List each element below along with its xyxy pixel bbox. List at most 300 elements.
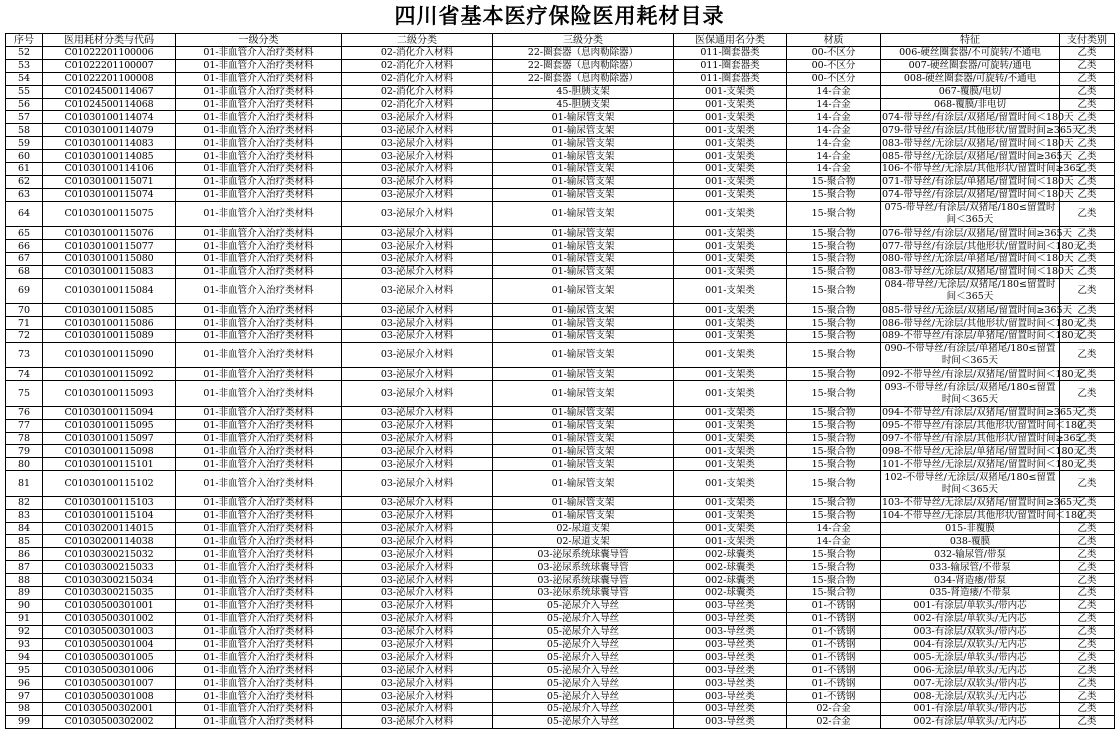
cell-seq: 70 bbox=[6, 304, 43, 317]
cell-level2: 03-泌尿介入材料 bbox=[342, 651, 493, 664]
cell-material: 01-不锈钢 bbox=[787, 612, 881, 625]
cell-level1: 01-非血管介入治疗类材料 bbox=[176, 715, 342, 728]
header-level2: 二级分类 bbox=[342, 34, 493, 47]
cell-payment: 乙类 bbox=[1060, 522, 1115, 535]
cell-seq: 82 bbox=[6, 496, 43, 509]
cell-code: C01030500301005 bbox=[43, 651, 176, 664]
cell-seq: 58 bbox=[6, 124, 43, 137]
table-body bbox=[6, 47, 1115, 729]
cell-level3: 01-输尿管支架 bbox=[493, 201, 674, 227]
cell-seq: 54 bbox=[6, 72, 43, 85]
cell-generic-name: 003-导丝类 bbox=[674, 612, 787, 625]
cell-material: 15-聚合物 bbox=[787, 496, 881, 509]
cell-seq: 88 bbox=[6, 574, 43, 587]
cell-seq: 71 bbox=[6, 317, 43, 330]
cell-level3: 05-泌尿介入导丝 bbox=[493, 599, 674, 612]
page-title: 四川省基本医疗保险医用耗材目录 bbox=[394, 3, 725, 28]
cell-generic-name: 003-导丝类 bbox=[674, 651, 787, 664]
cell-level3: 05-泌尿介入导丝 bbox=[493, 677, 674, 690]
cell-code: C01030100115097 bbox=[43, 432, 176, 445]
cell-code: C01030100114085 bbox=[43, 150, 176, 163]
cell-level3: 22-圈套器（息肉勒除器） bbox=[493, 47, 674, 60]
cell-payment: 乙类 bbox=[1060, 638, 1115, 651]
cell-level1: 01-非血管介入治疗类材料 bbox=[176, 98, 342, 111]
table-row bbox=[6, 278, 1115, 304]
cell-generic-name: 001-支架类 bbox=[674, 535, 787, 548]
cell-code: C01030500301003 bbox=[43, 625, 176, 638]
table-header-row bbox=[6, 34, 1115, 47]
cell-feature: 102-不带导丝/无涂层/双猪尾/180≤留置时间＜365天 bbox=[881, 471, 1060, 497]
cell-level3: 05-泌尿介入导丝 bbox=[493, 638, 674, 651]
table-row bbox=[6, 458, 1115, 471]
cell-level3: 01-输尿管支架 bbox=[493, 227, 674, 240]
cell-seq: 84 bbox=[6, 522, 43, 535]
cell-payment: 乙类 bbox=[1060, 690, 1115, 703]
cell-material: 15-聚合物 bbox=[787, 304, 881, 317]
cell-material: 14-合金 bbox=[787, 124, 881, 137]
cell-level3: 01-输尿管支架 bbox=[493, 163, 674, 176]
cell-level3: 01-输尿管支架 bbox=[493, 509, 674, 522]
cell-generic-name: 001-支架类 bbox=[674, 304, 787, 317]
cell-seq: 98 bbox=[6, 703, 43, 716]
cell-generic-name: 001-支架类 bbox=[674, 150, 787, 163]
cell-level3: 01-输尿管支架 bbox=[493, 150, 674, 163]
table-row bbox=[6, 201, 1115, 227]
cell-material: 00-不区分 bbox=[787, 59, 881, 72]
cell-generic-name: 011-圈套器类 bbox=[674, 59, 787, 72]
table-row bbox=[6, 98, 1115, 111]
cell-level2: 03-泌尿介入材料 bbox=[342, 664, 493, 677]
cell-level2: 03-泌尿介入材料 bbox=[342, 252, 493, 265]
cell-feature: 008-硬丝圈套器/可旋转/不通电 bbox=[881, 72, 1060, 85]
cell-code: C01030100114079 bbox=[43, 124, 176, 137]
cell-level3: 05-泌尿介入导丝 bbox=[493, 664, 674, 677]
cell-material: 01-不锈钢 bbox=[787, 677, 881, 690]
cell-level1: 01-非血管介入治疗类材料 bbox=[176, 561, 342, 574]
cell-seq: 87 bbox=[6, 561, 43, 574]
cell-payment: 乙类 bbox=[1060, 496, 1115, 509]
cell-material: 14-合金 bbox=[787, 137, 881, 150]
cell-code: C01030100115094 bbox=[43, 406, 176, 419]
cell-level1: 01-非血管介入治疗类材料 bbox=[176, 406, 342, 419]
header-generic-name: 医保通用名分类 bbox=[674, 34, 787, 47]
cell-level3: 03-泌尿系统球囊导管 bbox=[493, 574, 674, 587]
cell-level3: 22-圈套器（息肉勒除器） bbox=[493, 59, 674, 72]
table-row bbox=[6, 690, 1115, 703]
cell-seq: 59 bbox=[6, 137, 43, 150]
cell-material: 01-不锈钢 bbox=[787, 651, 881, 664]
cell-generic-name: 001-支架类 bbox=[674, 471, 787, 497]
cell-level2: 03-泌尿介入材料 bbox=[342, 240, 493, 253]
cell-payment: 乙类 bbox=[1060, 432, 1115, 445]
cell-payment: 乙类 bbox=[1060, 509, 1115, 522]
cell-level2: 02-消化介入材料 bbox=[342, 98, 493, 111]
header-level1: 一级分类 bbox=[176, 34, 342, 47]
cell-seq: 77 bbox=[6, 419, 43, 432]
cell-payment: 乙类 bbox=[1060, 561, 1115, 574]
cell-level3: 01-输尿管支架 bbox=[493, 111, 674, 124]
cell-level3: 03-泌尿系统球囊导管 bbox=[493, 548, 674, 561]
cell-level1: 01-非血管介入治疗类材料 bbox=[176, 677, 342, 690]
cell-material: 15-聚合物 bbox=[787, 265, 881, 278]
cell-code: C01030100115102 bbox=[43, 471, 176, 497]
cell-generic-name: 001-支架类 bbox=[674, 406, 787, 419]
cell-level2: 03-泌尿介入材料 bbox=[342, 175, 493, 188]
cell-seq: 85 bbox=[6, 535, 43, 548]
cell-level3: 01-输尿管支架 bbox=[493, 432, 674, 445]
cell-level2: 03-泌尿介入材料 bbox=[342, 561, 493, 574]
cell-level2: 03-泌尿介入材料 bbox=[342, 535, 493, 548]
cell-seq: 67 bbox=[6, 252, 43, 265]
table-row bbox=[6, 432, 1115, 445]
cell-level2: 03-泌尿介入材料 bbox=[342, 677, 493, 690]
cell-generic-name: 002-球囊类 bbox=[674, 587, 787, 600]
cell-level1: 01-非血管介入治疗类材料 bbox=[176, 664, 342, 677]
cell-code: C01030300215034 bbox=[43, 574, 176, 587]
cell-feature: 035-肾造瘘/不带泵 bbox=[881, 587, 1060, 600]
cell-generic-name: 003-导丝类 bbox=[674, 690, 787, 703]
cell-payment: 乙类 bbox=[1060, 445, 1115, 458]
cell-generic-name: 001-支架类 bbox=[674, 227, 787, 240]
cell-feature: 103-不带导丝/无涂层/双猪尾/留置时间≥365天 bbox=[882, 497, 1082, 509]
cell-seq: 60 bbox=[6, 150, 43, 163]
cell-level1: 01-非血管介入治疗类材料 bbox=[176, 240, 342, 253]
cell-code: C01030300215032 bbox=[43, 548, 176, 561]
cell-code: C01030100115080 bbox=[43, 252, 176, 265]
cell-level2: 03-泌尿介入材料 bbox=[342, 419, 493, 432]
cell-payment: 乙类 bbox=[1060, 664, 1115, 677]
cell-material: 15-聚合物 bbox=[787, 419, 881, 432]
cell-code: C01030200114038 bbox=[43, 535, 176, 548]
cell-seq: 72 bbox=[6, 330, 43, 343]
cell-level2: 03-泌尿介入材料 bbox=[342, 471, 493, 497]
cell-feature: 071-带导丝/有涂层/单猪尾/留置时间＜180天 bbox=[882, 176, 1074, 188]
cell-level3: 03-泌尿系统球囊导管 bbox=[493, 587, 674, 600]
cell-level3: 03-泌尿系统球囊导管 bbox=[493, 561, 674, 574]
cell-level3: 05-泌尿介入导丝 bbox=[493, 625, 674, 638]
cell-material: 14-合金 bbox=[787, 150, 881, 163]
cell-payment: 乙类 bbox=[1060, 677, 1115, 690]
table-row bbox=[6, 175, 1115, 188]
cell-level3: 45-胆胰支架 bbox=[493, 85, 674, 98]
cell-level1: 01-非血管介入治疗类材料 bbox=[176, 188, 342, 201]
table-row bbox=[6, 419, 1115, 432]
cell-feature: 095-不带导丝/有涂层/其他形状/留置时间＜180 bbox=[882, 420, 1084, 432]
table-row bbox=[6, 548, 1115, 561]
cell-level2: 03-泌尿介入材料 bbox=[342, 599, 493, 612]
cell-level1: 01-非血管介入治疗类材料 bbox=[176, 278, 342, 304]
cell-generic-name: 011-圈套器类 bbox=[674, 47, 787, 60]
cell-level2: 03-泌尿介入材料 bbox=[342, 111, 493, 124]
cell-seq: 79 bbox=[6, 445, 43, 458]
cell-level1: 01-非血管介入治疗类材料 bbox=[176, 163, 342, 176]
cell-material: 02-合金 bbox=[787, 703, 881, 716]
cell-level1: 01-非血管介入治疗类材料 bbox=[176, 599, 342, 612]
cell-generic-name: 003-导丝类 bbox=[674, 625, 787, 638]
cell-level1: 01-非血管介入治疗类材料 bbox=[176, 638, 342, 651]
cell-material: 15-聚合物 bbox=[787, 445, 881, 458]
cell-generic-name: 001-支架类 bbox=[674, 98, 787, 111]
cell-seq: 57 bbox=[6, 111, 43, 124]
cell-level1: 01-非血管介入治疗类材料 bbox=[176, 175, 342, 188]
table-row bbox=[6, 252, 1115, 265]
cell-generic-name: 001-支架类 bbox=[674, 278, 787, 304]
cell-feature: 005-无涂层/单软头/带内芯 bbox=[881, 651, 1060, 664]
cell-feature: 007-硬丝圈套器/可旋转/通电 bbox=[881, 59, 1060, 72]
cell-level1: 01-非血管介入治疗类材料 bbox=[176, 265, 342, 278]
cell-seq: 83 bbox=[6, 509, 43, 522]
table-row bbox=[6, 265, 1115, 278]
cell-level3: 01-输尿管支架 bbox=[493, 496, 674, 509]
cell-level1: 01-非血管介入治疗类材料 bbox=[176, 703, 342, 716]
cell-level1: 01-非血管介入治疗类材料 bbox=[176, 471, 342, 497]
cell-feature: 094-不带导丝/有涂层/双猪尾/留置时间≥365天 bbox=[882, 407, 1082, 419]
cell-generic-name: 001-支架类 bbox=[674, 522, 787, 535]
cell-level3: 05-泌尿介入导丝 bbox=[493, 715, 674, 728]
cell-seq: 73 bbox=[6, 342, 43, 368]
cell-generic-name: 001-支架类 bbox=[674, 175, 787, 188]
cell-feature: 092-不带导丝/有涂层/双猪尾/留置时间＜180天 bbox=[882, 368, 1084, 380]
cell-material: 02-合金 bbox=[787, 715, 881, 728]
cell-code: C01030100115092 bbox=[43, 368, 176, 381]
cell-level1: 01-非血管介入治疗类材料 bbox=[176, 509, 342, 522]
table-row bbox=[6, 522, 1115, 535]
cell-material: 15-聚合物 bbox=[787, 342, 881, 368]
cell-level1: 01-非血管介入治疗类材料 bbox=[176, 227, 342, 240]
cell-feature: 001-有涂层/单软头/带内芯 bbox=[881, 599, 1060, 612]
table-row bbox=[6, 509, 1115, 522]
table-row bbox=[6, 574, 1115, 587]
cell-level1: 01-非血管介入治疗类材料 bbox=[176, 368, 342, 381]
cell-code: C01030500301006 bbox=[43, 664, 176, 677]
cell-payment: 乙类 bbox=[1060, 72, 1115, 85]
cell-generic-name: 001-支架类 bbox=[674, 124, 787, 137]
cell-level3: 22-圈套器（息肉勒除器） bbox=[493, 72, 674, 85]
cell-material: 01-不锈钢 bbox=[787, 690, 881, 703]
cell-code: C01030100115090 bbox=[43, 342, 176, 368]
cell-feature: 104-不带导丝/无涂层/其他形状/留置时间＜180 bbox=[882, 510, 1084, 522]
cell-code: C01030100115103 bbox=[43, 496, 176, 509]
cell-level1: 01-非血管介入治疗类材料 bbox=[176, 587, 342, 600]
cell-level3: 01-输尿管支架 bbox=[493, 471, 674, 497]
cell-generic-name: 003-导丝类 bbox=[674, 677, 787, 690]
table-row bbox=[6, 715, 1115, 728]
cell-feature: 008-无涂层/双软头/无内芯 bbox=[881, 690, 1060, 703]
cell-level3: 01-输尿管支架 bbox=[493, 252, 674, 265]
cell-payment: 乙类 bbox=[1060, 368, 1115, 381]
cell-generic-name: 001-支架类 bbox=[674, 317, 787, 330]
cell-level2: 02-消化介入材料 bbox=[342, 85, 493, 98]
cell-level3: 01-输尿管支架 bbox=[493, 265, 674, 278]
cell-level1: 01-非血管介入治疗类材料 bbox=[176, 496, 342, 509]
cell-payment: 乙类 bbox=[1060, 381, 1115, 407]
cell-level1: 01-非血管介入治疗类材料 bbox=[176, 612, 342, 625]
cell-code: C01030200114015 bbox=[43, 522, 176, 535]
cell-level1: 01-非血管介入治疗类材料 bbox=[176, 625, 342, 638]
cell-level2: 03-泌尿介入材料 bbox=[342, 330, 493, 343]
cell-level1: 01-非血管介入治疗类材料 bbox=[176, 124, 342, 137]
cell-feature: 090-不带导丝/有涂层/单猪尾/180≤留置时间＜365天 bbox=[881, 342, 1060, 368]
cell-feature: 007-无涂层/双软头/带内芯 bbox=[881, 677, 1060, 690]
cell-generic-name: 001-支架类 bbox=[674, 458, 787, 471]
cell-level3: 01-输尿管支架 bbox=[493, 188, 674, 201]
cell-material: 15-聚合物 bbox=[787, 509, 881, 522]
table-row bbox=[6, 163, 1115, 176]
cell-level2: 03-泌尿介入材料 bbox=[342, 227, 493, 240]
cell-seq: 89 bbox=[6, 587, 43, 600]
cell-feature: 083-带导丝/无涂层/双猪尾/留置时间＜180天 bbox=[882, 266, 1074, 278]
cell-feature: 003-有涂层/双软头/带内芯 bbox=[881, 625, 1060, 638]
cell-feature: 093-不带导丝/有涂层/双猪尾/180≤留置时间＜365天 bbox=[881, 381, 1060, 407]
cell-feature: 106-不带导丝/无涂层/其他形状/留置时间≥365 bbox=[882, 163, 1082, 175]
cell-payment: 乙类 bbox=[1060, 252, 1115, 265]
cell-level1: 01-非血管介入治疗类材料 bbox=[176, 201, 342, 227]
cell-level3: 01-输尿管支架 bbox=[493, 240, 674, 253]
cell-level2: 03-泌尿介入材料 bbox=[342, 703, 493, 716]
table-row bbox=[6, 664, 1115, 677]
cell-payment: 乙类 bbox=[1060, 240, 1115, 253]
table-row bbox=[6, 59, 1115, 72]
cell-code: C01030500301008 bbox=[43, 690, 176, 703]
table-row bbox=[6, 227, 1115, 240]
table-row bbox=[6, 342, 1115, 368]
cell-material: 15-聚合物 bbox=[787, 278, 881, 304]
table-row bbox=[6, 72, 1115, 85]
cell-seq: 90 bbox=[6, 599, 43, 612]
cell-payment: 乙类 bbox=[1060, 342, 1115, 368]
cell-material: 00-不区分 bbox=[787, 72, 881, 85]
cell-level1: 01-非血管介入治疗类材料 bbox=[176, 59, 342, 72]
cell-level1: 01-非血管介入治疗类材料 bbox=[176, 548, 342, 561]
cell-payment: 乙类 bbox=[1060, 625, 1115, 638]
header-code: 医用耗材分类与代码 bbox=[43, 34, 176, 47]
table-row bbox=[6, 587, 1115, 600]
cell-level2: 03-泌尿介入材料 bbox=[342, 188, 493, 201]
cell-material: 15-聚合物 bbox=[787, 317, 881, 330]
cell-level2: 03-泌尿介入材料 bbox=[342, 278, 493, 304]
cell-payment: 乙类 bbox=[1060, 227, 1115, 240]
table-row bbox=[6, 561, 1115, 574]
table-row bbox=[6, 703, 1115, 716]
cell-payment: 乙类 bbox=[1060, 548, 1115, 561]
cell-code: C01030300215035 bbox=[43, 587, 176, 600]
cell-generic-name: 003-导丝类 bbox=[674, 703, 787, 716]
cell-code: C01030500301007 bbox=[43, 677, 176, 690]
cell-payment: 乙类 bbox=[1060, 535, 1115, 548]
table-row bbox=[6, 612, 1115, 625]
cell-payment: 乙类 bbox=[1060, 612, 1115, 625]
table-row bbox=[6, 188, 1115, 201]
table-row bbox=[6, 47, 1115, 60]
cell-feature: 076-带导丝/有涂层/双猪尾/留置时间≥365天 bbox=[882, 227, 1073, 239]
cell-material: 15-聚合物 bbox=[787, 227, 881, 240]
cell-seq: 65 bbox=[6, 227, 43, 240]
cell-level3: 05-泌尿介入导丝 bbox=[493, 703, 674, 716]
cell-generic-name: 001-支架类 bbox=[674, 509, 787, 522]
cell-material: 15-聚合物 bbox=[787, 561, 881, 574]
cell-generic-name: 001-支架类 bbox=[674, 419, 787, 432]
cell-code: C01030100115083 bbox=[43, 265, 176, 278]
cell-generic-name: 001-支架类 bbox=[674, 496, 787, 509]
cell-generic-name: 003-导丝类 bbox=[674, 715, 787, 728]
cell-level3: 01-输尿管支架 bbox=[493, 342, 674, 368]
cell-generic-name: 001-支架类 bbox=[674, 137, 787, 150]
cell-code: C01024500114067 bbox=[43, 85, 176, 98]
cell-generic-name: 001-支架类 bbox=[674, 330, 787, 343]
header-level3: 三级分类 bbox=[493, 34, 674, 47]
cell-payment: 乙类 bbox=[1060, 651, 1115, 664]
cell-level1: 01-非血管介入治疗类材料 bbox=[176, 47, 342, 60]
cell-code: C01030100115071 bbox=[43, 175, 176, 188]
cell-code: C01030100115076 bbox=[43, 227, 176, 240]
cell-level1: 01-非血管介入治疗类材料 bbox=[176, 445, 342, 458]
table-row bbox=[6, 240, 1115, 253]
cell-generic-name: 011-圈套器类 bbox=[674, 72, 787, 85]
cell-level1: 01-非血管介入治疗类材料 bbox=[176, 690, 342, 703]
cell-level2: 03-泌尿介入材料 bbox=[342, 137, 493, 150]
cell-feature: 038-覆膜 bbox=[881, 535, 1060, 548]
cell-level3: 01-输尿管支架 bbox=[493, 317, 674, 330]
cell-generic-name: 001-支架类 bbox=[674, 445, 787, 458]
cell-feature: 086-带导丝/无涂层/其他形状/留置时间＜180天 bbox=[882, 317, 1084, 329]
cell-seq: 69 bbox=[6, 278, 43, 304]
cell-level3: 01-输尿管支架 bbox=[493, 330, 674, 343]
cell-payment: 乙类 bbox=[1060, 150, 1115, 163]
cell-generic-name: 003-导丝类 bbox=[674, 599, 787, 612]
cell-material: 14-合金 bbox=[787, 535, 881, 548]
cell-level2: 03-泌尿介入材料 bbox=[342, 445, 493, 458]
cell-level1: 01-非血管介入治疗类材料 bbox=[176, 381, 342, 407]
cell-generic-name: 001-支架类 bbox=[674, 188, 787, 201]
cell-level3: 01-输尿管支架 bbox=[493, 458, 674, 471]
cell-code: C01030500301004 bbox=[43, 638, 176, 651]
cell-code: C01022201100008 bbox=[43, 72, 176, 85]
cell-seq: 76 bbox=[6, 406, 43, 419]
cell-generic-name: 001-支架类 bbox=[674, 368, 787, 381]
cell-level2: 03-泌尿介入材料 bbox=[342, 265, 493, 278]
cell-level3: 05-泌尿介入导丝 bbox=[493, 690, 674, 703]
cell-payment: 乙类 bbox=[1060, 715, 1115, 728]
cell-feature: 075-带导丝/有涂层/双猪尾/180≤留置时间＜365天 bbox=[881, 201, 1060, 227]
cell-generic-name: 002-球囊类 bbox=[674, 574, 787, 587]
cell-level2: 02-消化介入材料 bbox=[342, 72, 493, 85]
cell-level3: 05-泌尿介入导丝 bbox=[493, 651, 674, 664]
table-row bbox=[6, 625, 1115, 638]
cell-feature: 084-带导丝/无涂层/双猪尾/180≤留置时间＜365天 bbox=[881, 278, 1060, 304]
cell-payment: 乙类 bbox=[1060, 703, 1115, 716]
cell-level2: 03-泌尿介入材料 bbox=[342, 368, 493, 381]
cell-material: 01-不锈钢 bbox=[787, 625, 881, 638]
cell-material: 15-聚合物 bbox=[787, 381, 881, 407]
table-row bbox=[6, 651, 1115, 664]
cell-level1: 01-非血管介入治疗类材料 bbox=[176, 535, 342, 548]
cell-feature: 032-输尿管/带泵 bbox=[881, 548, 1060, 561]
cell-material: 01-不锈钢 bbox=[787, 599, 881, 612]
cell-material: 15-聚合物 bbox=[787, 458, 881, 471]
cell-code: C01030100115104 bbox=[43, 509, 176, 522]
catalog-table bbox=[5, 33, 1115, 729]
cell-feature: 079-带导丝/有涂层/其他形状/留置时间≥365天 bbox=[882, 124, 1082, 136]
cell-seq: 53 bbox=[6, 59, 43, 72]
cell-seq: 93 bbox=[6, 638, 43, 651]
cell-payment: 乙类 bbox=[1060, 574, 1115, 587]
cell-material: 15-聚合物 bbox=[787, 188, 881, 201]
cell-level2: 03-泌尿介入材料 bbox=[342, 496, 493, 509]
cell-material: 15-聚合物 bbox=[787, 587, 881, 600]
cell-seq: 63 bbox=[6, 188, 43, 201]
table-row bbox=[6, 124, 1115, 137]
cell-generic-name: 001-支架类 bbox=[674, 163, 787, 176]
